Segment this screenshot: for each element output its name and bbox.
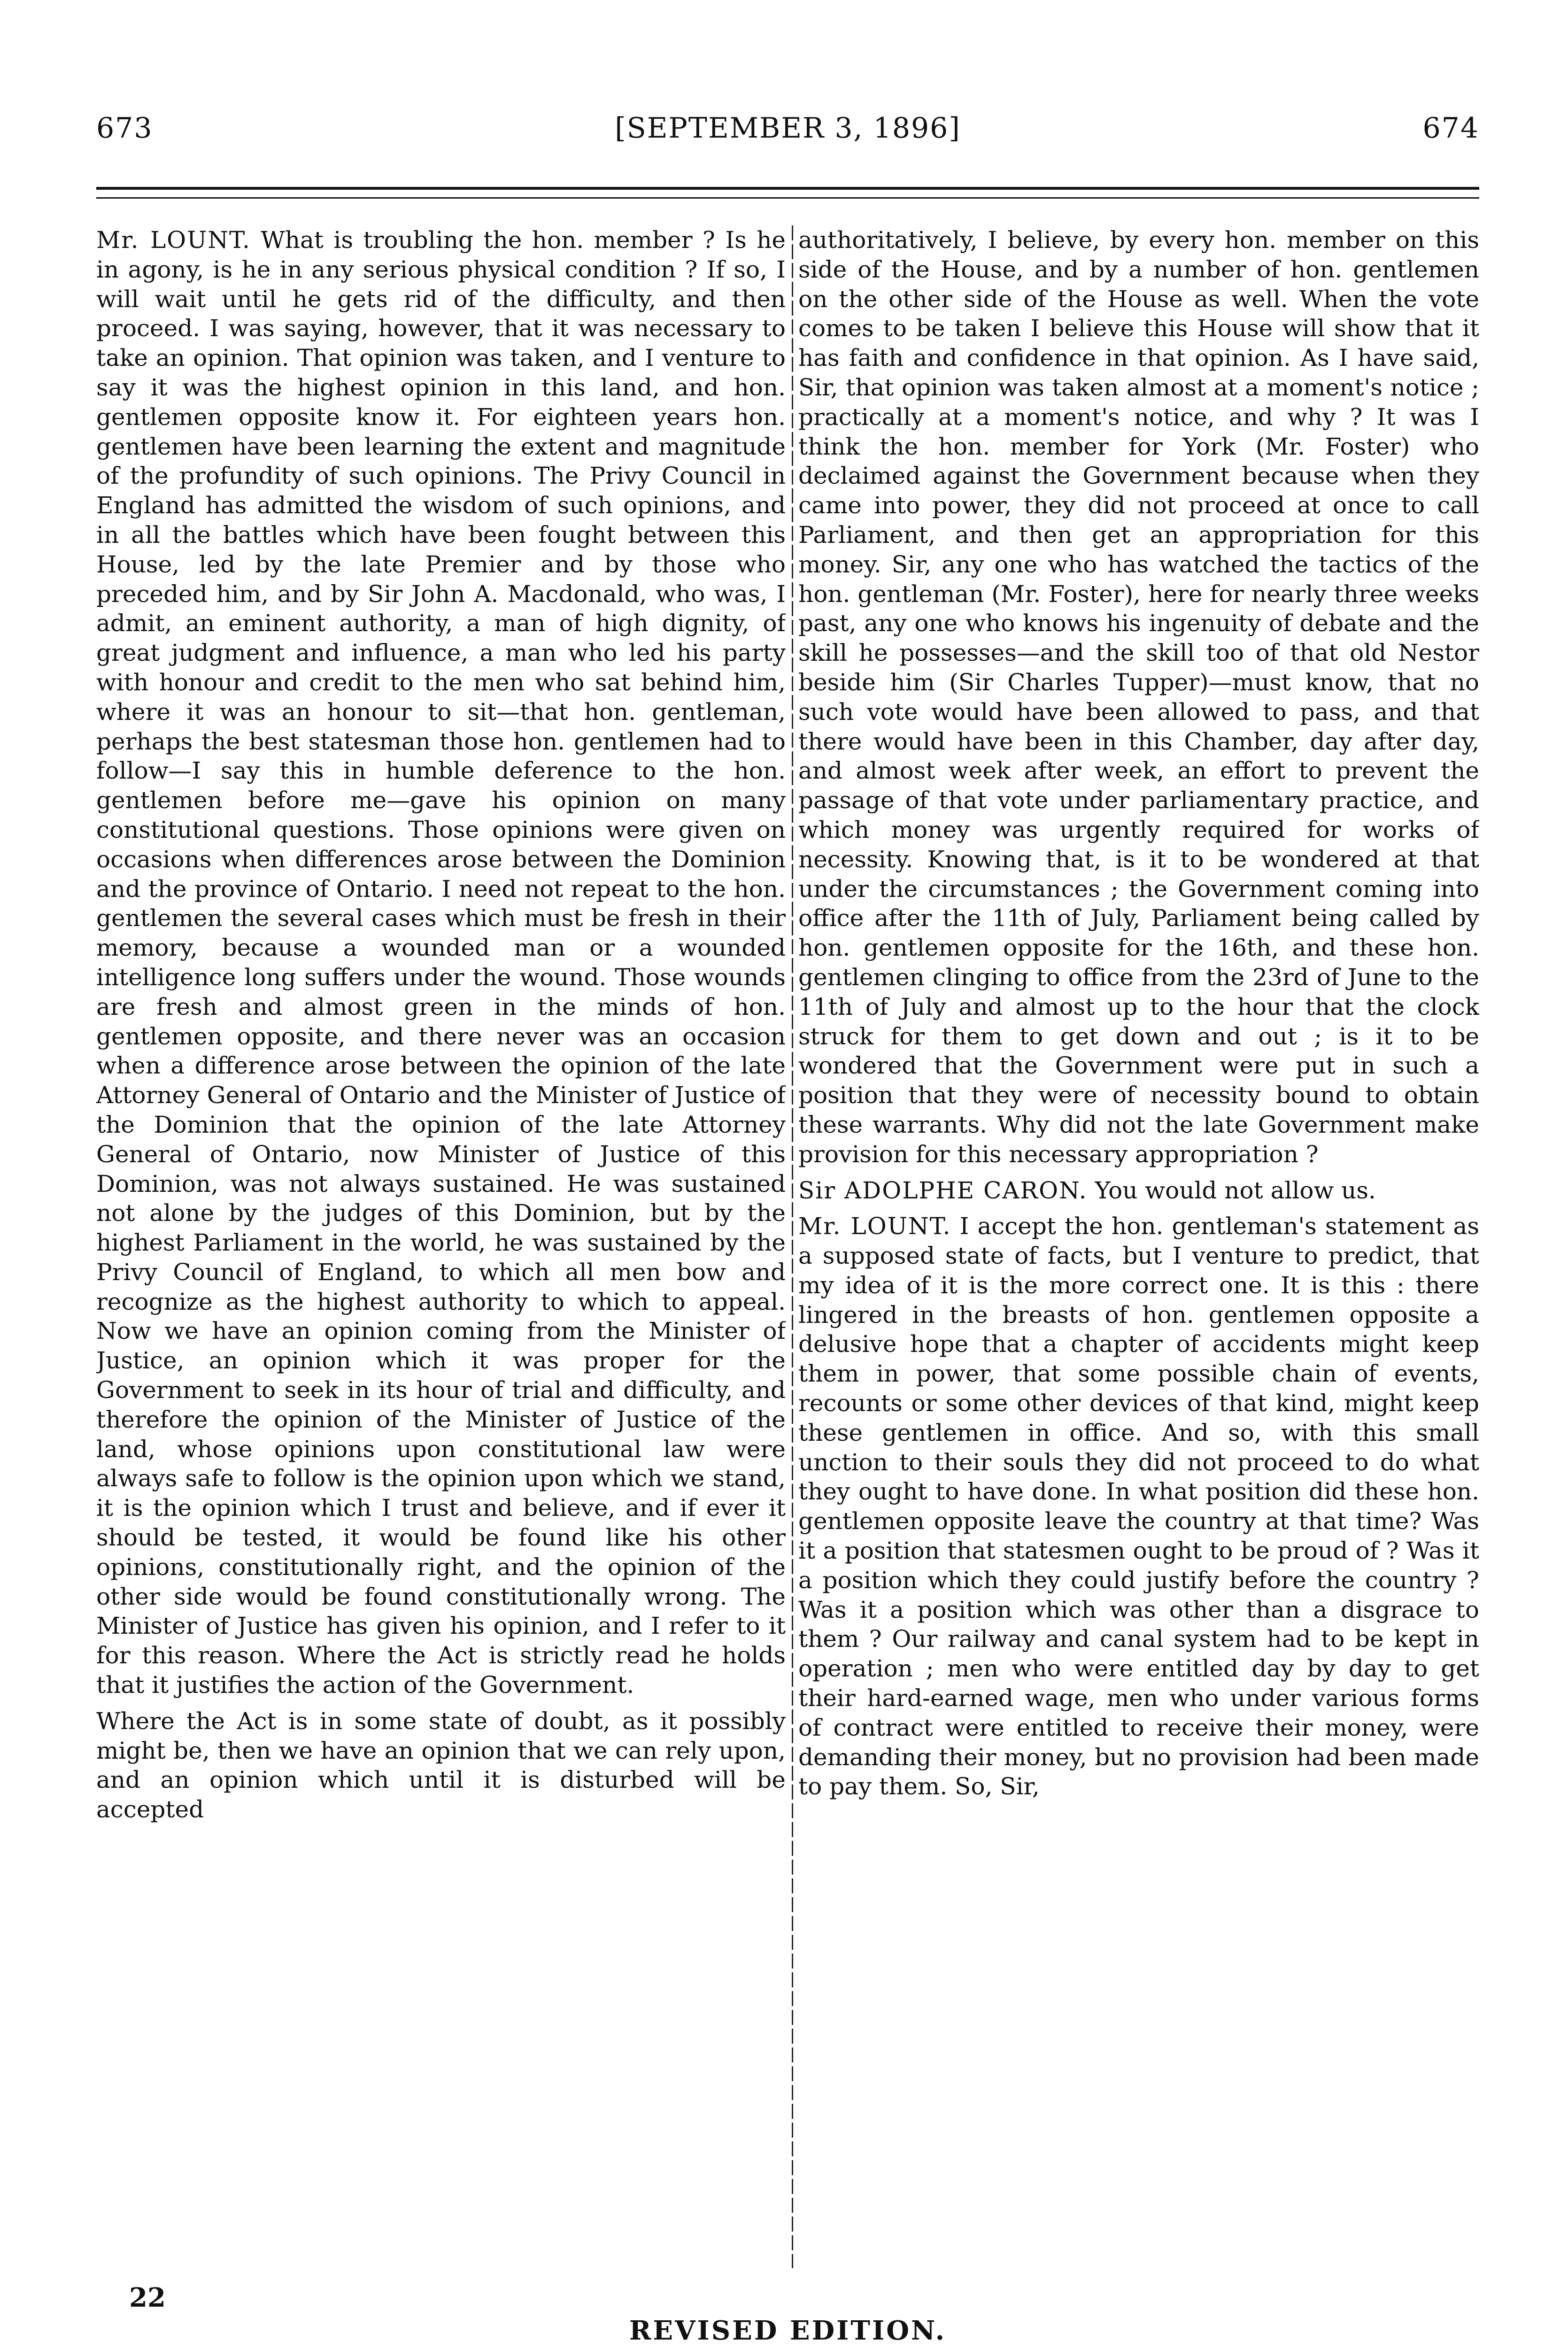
speech-paragraph: [798, 225, 1479, 1169]
right-column: [798, 225, 1479, 2268]
speech-paragraph: [798, 1212, 1479, 1801]
header-rule-thick: [96, 187, 1479, 190]
signature-mark: 22: [129, 2282, 166, 2313]
speech-text: I accept the hon. gentleman's statement as a supposed state of facts, but I venture to predict, that my idea of it is the more correct one. It is this : there lingered in the breasts of hon. gentlemen opposite a delusive hope that a chapter of accidents might keep them in power, that some possible chain of events, recounts or some other devices of that kind, might keep these gentlemen in office. And so, with this small unction to their souls they did not proceed to do what they ought to have done. In what position did these hon. gentlemen opposite leave the country at that time? Was it a position that statesmen ought to be proud of ? Was it a position which they could justify before the country ? Was it a position which was other than a disgrace to them ? Our railway and canal system had to be kept in operation ; men who were entitled day by day to get their hard-earned wage, men who under various forms of contract were entitled to receive their money, were demanding their money, but no provision had been made to pay them. So, Sir,: [798, 1213, 1479, 1800]
header-rule-thin: [96, 197, 1479, 199]
speaker-name: Sir ADOLPHE CARON.: [798, 1176, 1088, 1204]
page-number-left: 673: [96, 112, 153, 145]
column-divider: [792, 225, 793, 2268]
speaker-name: Mr. LOUNT.: [96, 226, 251, 254]
speech-paragraph: [96, 225, 786, 1700]
page-date-title: [SEPTEMBER 3, 1896]: [615, 112, 961, 145]
speech-paragraph: [798, 1176, 1479, 1205]
edition-label: REVISED EDITION.: [629, 2315, 947, 2346]
speaker-name: Mr. LOUNT.: [798, 1213, 951, 1240]
speech-text: authoritatively, I believe, by every hon. member on this side of the House, and by a number of hon. gentlemen on the other side of the House as well. When the vote comes to be taken I believe this House will show that it has faith and confidence in that opinion. As I have said, Sir, that opinion was taken almost at a moment's notice ; practically at a moment's notice, and why ? It was I think the hon. member for York (Mr. Foster) who declaimed against the Government because when they came into power, they did not proceed at once to call Parliament, and then get an appropriation for this money. Sir, any one who has watched the tactics of the hon. gentleman (Mr. Foster), here for nearly three weeks past, any one who knows his ingenuity of debate and the skill he possesses—and the skill too of that old Nestor beside him (Sir Charles Tupper)—must know, that no such vote would have been allowed to pass, and that there would have been in this Chamber, day after day, and almost week after week, an effort to prevent the passage of that vote under parliamentary practice, and which money was urgently required for works of necessity. Knowing that, is it to be wondered at that under the circumstances ; the Government coming into office after the 11th of July, Parliament being called by hon. gentlemen opposite for the 16th, and these hon. gentlemen clinging to office from the 23rd of June to the 11th of July and almost up to the hour that the clock struck for them to get down and out ; is it to be wondered that the Government were put in such a position that they were of necessity bound to obtain these warrants. Why did not the late Government make provision for this necessary appropriation ?: [798, 226, 1479, 1168]
speech-text: What is troubling the hon. member ? Is he in agony, is he in any serious physical condition ? If so, I will wait until he gets rid of the difficulty, and then proceed. I was saying, however, that it was necessary to take an opinion. That opinion was taken, and I venture to say it was the highest opinion in this land, and hon. gentlemen opposite know it. For eighteen years hon. gentlemen have been learning the extent and magnitude of the profundity of such opinions. The Privy Council in England has admitted the wisdom of such opinions, and in all the battles which have been fought between this House, led by the late Premier and by those who preceded him, and by Sir John A. Macdonald, who was, I admit, an eminent authority, a man of high dignity, of great judgment and influence, a man who led his party with honour and credit to the men who sat behind him, where it was an honour to sit—that hon. gentleman, perhaps the best statesman those hon. gentlemen had to follow—I say this in humble deference to the hon. gentlemen before me—gave his opinion on many constitutional questions. Those opinions were given on occasions when differences arose between the Dominion and the province of Ontario. I need not repeat to the hon. gentlemen the several cases which must be fresh in their memory, because a wounded man or a wounded intelligence long suffers under the wound. Those wounds are fresh and almost green in the minds of hon. gentlemen opposite, and there never was an occasion when a difference arose between the opinion of the late Attorney General of Ontario and the Minister of Justice of the Dominion that the opinion of the late Attorney General of Ontario, now Minister of Justice of this Dominion, was not always sustained. He was sustained not alone by the judges of this Dominion, but by the highest Parliament in the world, he was sustained by the Privy Council of England, to which all men bow and recognize as the highest authority to which to appeal. Now we have an opinion coming from the Minister of Justice, an opinion which it was proper for the Government to seek in its hour of trial and difficulty, and therefore the opinion of the Minister of Justice of the land, whose opinions upon constitutional law were always safe to follow is the opinion upon which we stand, it is the opinion which I trust and believe, and if ever it should be tested, it would be found like his other opinions, constitutionally right, and the opinion of the other side would be found constitutionally wrong. The Minister of Justice has given his opinion, and I refer to it for this reason. Where the Act is strictly read he holds that it justifies the action of the Government.: [96, 226, 786, 1699]
speech-text: Where the Act is in some state of doubt, as it possibly might be, then we have an opinion that we can rely upon, and an opinion which until it is disturbed will be accepted: [96, 1707, 786, 1823]
left-column: [96, 225, 786, 2268]
page-number-right: 674: [1422, 112, 1479, 145]
speech-paragraph: [96, 1707, 786, 1824]
speech-text: You would not allow us.: [1095, 1176, 1376, 1204]
page-header: [96, 112, 1479, 163]
page-footer: [96, 2282, 1479, 2346]
